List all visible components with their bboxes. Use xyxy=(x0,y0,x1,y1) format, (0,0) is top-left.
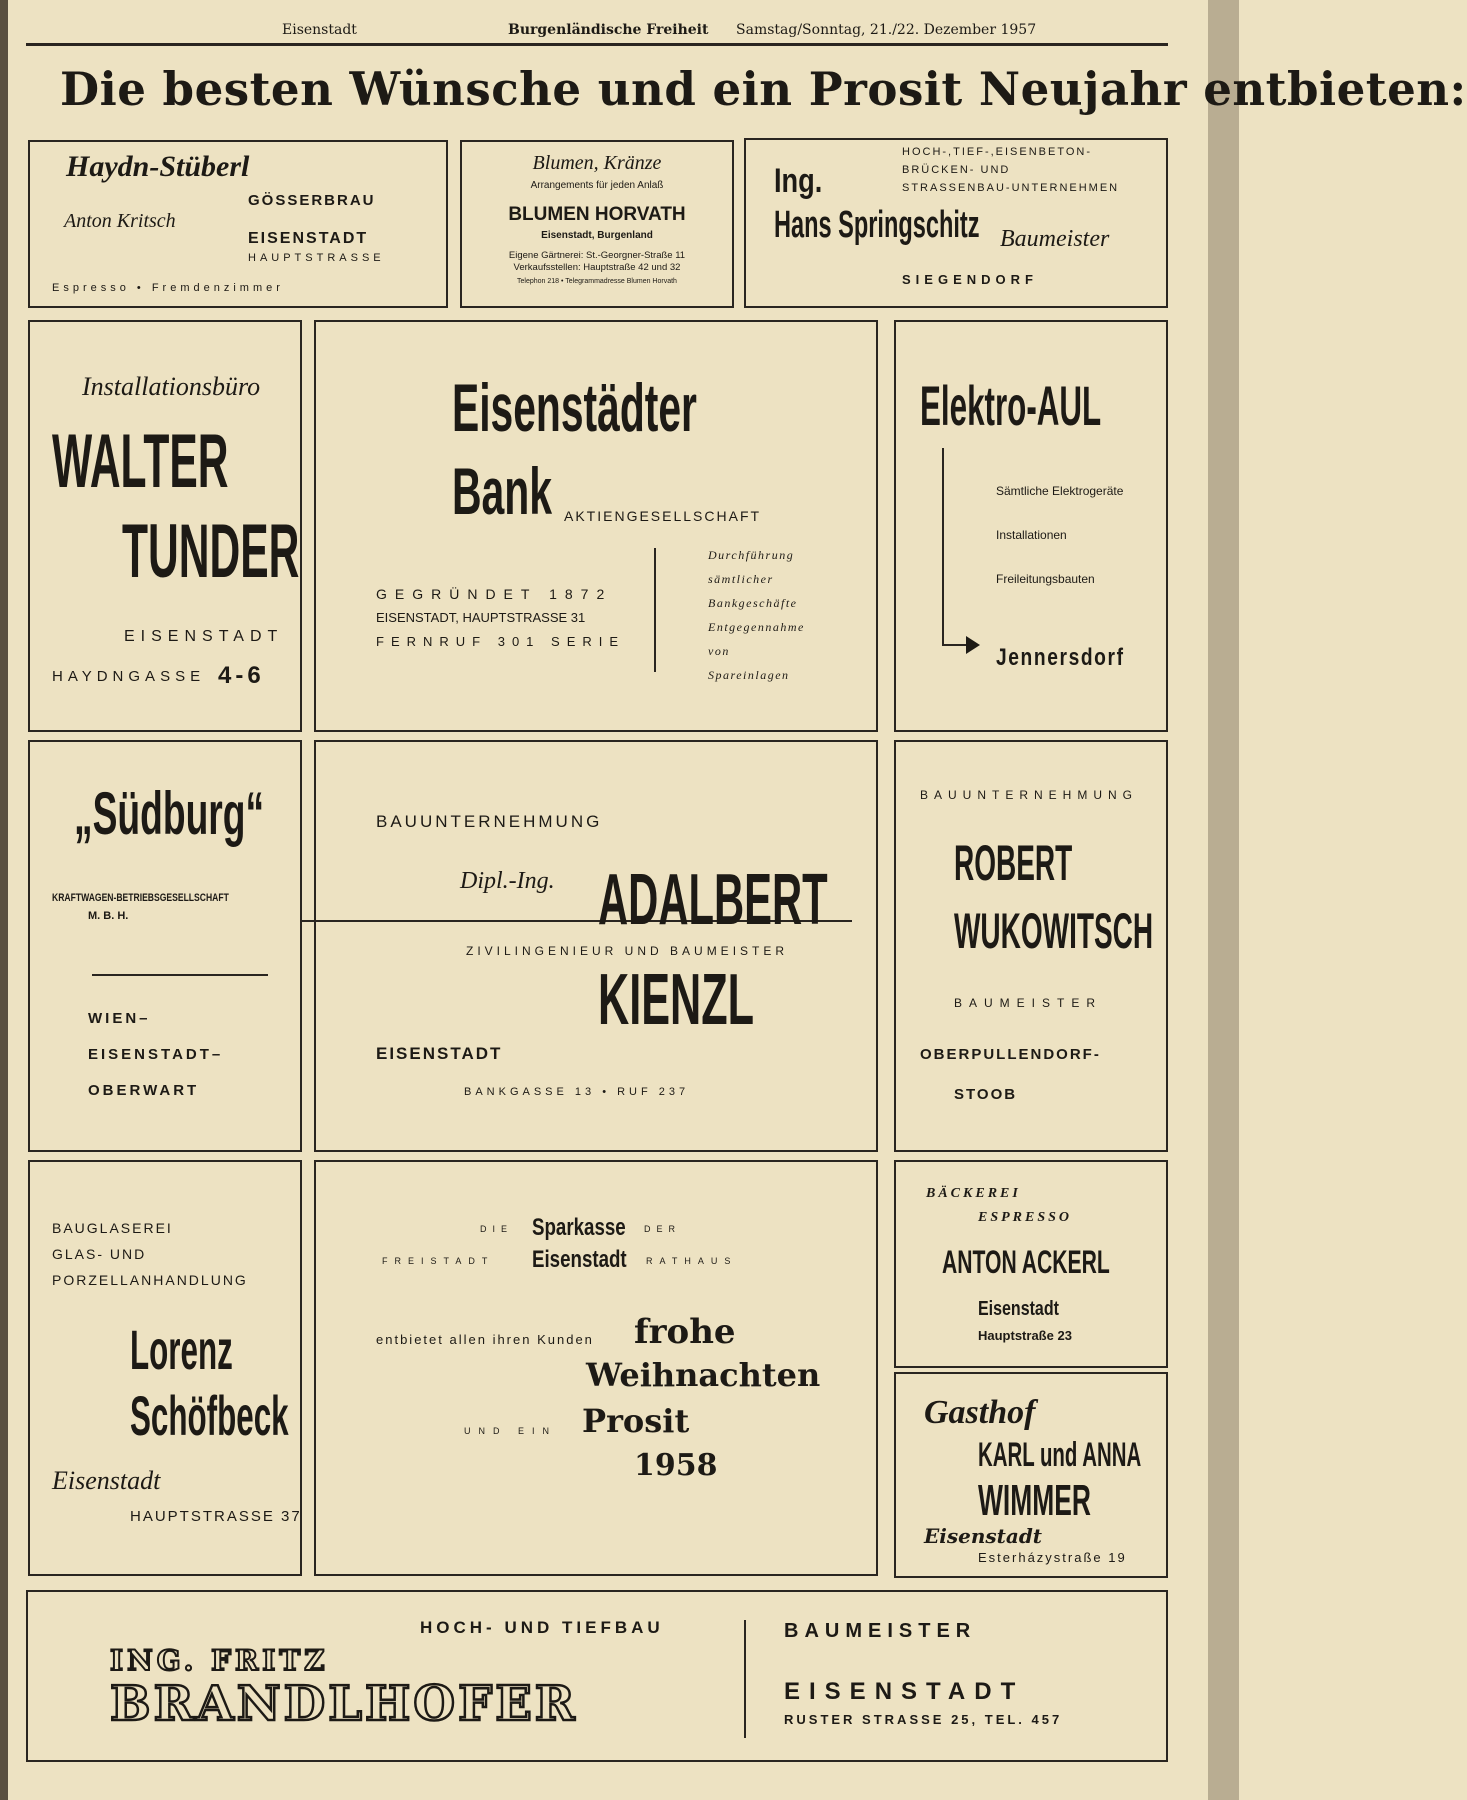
wimmer-line2: WIMMER xyxy=(978,1476,1091,1525)
elektro-item-3: Freileitungsbauten xyxy=(996,572,1095,586)
masthead-rule xyxy=(26,43,1168,46)
springschitz-line2: BRÜCKEN- UND xyxy=(902,164,1011,176)
wukowitsch-head: BAUUNTERNEHMUNG xyxy=(920,788,1139,802)
kienzl-city: EISENSTADT xyxy=(376,1044,503,1063)
tunder-last: TUNDER xyxy=(122,509,300,594)
sparkasse-freistadt: FREISTADT xyxy=(382,1256,495,1266)
bank-service-5: von xyxy=(708,644,730,658)
suedburg-name: „Südburg“ xyxy=(74,780,265,847)
brandlhofer-trade: HOCH- UND TIEFBAU xyxy=(420,1618,664,1637)
bank-type: AKTIENGESELLSCHAFT xyxy=(564,508,762,524)
springschitz-line3: STRASSENBAU-UNTERNEHMEN xyxy=(902,182,1120,194)
elektro-place: Jennersdorf xyxy=(996,644,1125,671)
ad-springschitz xyxy=(744,138,1168,308)
bank-phone: FERNRUF 301 SERIE xyxy=(376,634,626,649)
schoefbeck-line1: BAUGLASEREI xyxy=(52,1220,173,1236)
bank-service-2: sämtlicher xyxy=(708,572,774,586)
horvath-name: BLUMEN HORVATH xyxy=(508,204,686,225)
suedburg-line2: M. B. H. xyxy=(88,910,129,922)
ad-elektro-aul xyxy=(894,320,1168,732)
kienzl-address: BANKGASSE 13 • RUF 237 xyxy=(464,1086,690,1098)
masthead-date: Samstag/Sonntag, 21./22. Dezember 1957 xyxy=(736,22,1037,38)
schoefbeck-last: Schöfbeck xyxy=(130,1384,289,1447)
sparkasse-frohe: frohe xyxy=(634,1312,736,1352)
kienzl-head: BAUUNTERNEHMUNG xyxy=(376,812,603,831)
elektro-arrow-bar xyxy=(942,644,968,646)
horvath-location: Eisenstadt, Burgenland xyxy=(541,230,653,241)
sparkasse-der: DER xyxy=(644,1224,682,1234)
bank-service-3: Bankgeschäfte xyxy=(708,596,798,610)
wukowitsch-place-2: STOOB xyxy=(954,1086,1018,1103)
haydn-owner: Anton Kritsch xyxy=(64,210,176,232)
schoefbeck-city: Eisenstadt xyxy=(52,1466,161,1495)
bank-founded: GEGRÜNDET 1872 xyxy=(376,586,613,602)
sparkasse-weihnachten: Weihnachten xyxy=(586,1356,821,1394)
ad-adalbert-kienzl xyxy=(314,740,878,1152)
sparkasse-und-ein: UND EIN xyxy=(464,1426,558,1436)
wimmer-street: Esterházystraße 19 xyxy=(978,1550,1127,1565)
bank-service-1: Durchführung xyxy=(708,548,795,562)
sparkasse-die: DIE xyxy=(480,1224,514,1234)
ackerl-name: ANTON ACKERL xyxy=(942,1244,1110,1280)
suedburg-city-3: OBERWART xyxy=(88,1082,200,1099)
wukowitsch-last: WUKOWITSCH xyxy=(954,903,1154,959)
ad-fritz-brandlhofer xyxy=(26,1590,1168,1762)
horvath-line3: Verkaufsstellen: Hauptstraße 42 und 32 xyxy=(513,262,681,273)
haydn-street: HAUPTSTRASSE xyxy=(248,252,385,264)
tunder-script: Installationsbüro xyxy=(82,372,261,401)
sparkasse-greeting: entbietet allen ihren Kunden xyxy=(376,1332,594,1347)
springschitz-role: Baumeister xyxy=(1000,226,1110,252)
ad-haydn-stueberl xyxy=(28,140,448,308)
schoefbeck-line3: PORZELLANHANDLUNG xyxy=(52,1272,248,1288)
wukowitsch-first: ROBERT xyxy=(954,835,1073,891)
schoefbeck-street: HAUPTSTRASSE 37 xyxy=(130,1508,302,1525)
bank-divider xyxy=(654,548,656,672)
suedburg-city-1: WIEN– xyxy=(88,1010,151,1027)
elektro-arrow-head-icon xyxy=(966,636,980,654)
wimmer-city: Eisenstadt xyxy=(924,1524,1043,1548)
brandlhofer-name: BRANDLHOFER xyxy=(110,1676,578,1732)
elektro-arrow-stem xyxy=(942,448,944,646)
ackerl-city: Eisenstadt xyxy=(978,1298,1059,1320)
elektro-name: Elektro-AUL xyxy=(920,374,1102,437)
bank-name-line2: Bank xyxy=(452,454,553,528)
bank-service-6: Spareinlagen xyxy=(708,668,790,682)
ad-anton-ackerl xyxy=(894,1160,1168,1368)
horvath-line4: Telephon 218 • Telegrammadresse Blumen Horvath xyxy=(517,278,677,285)
kienzl-last: KIENZL xyxy=(598,960,754,1040)
ackerl-line2: ESPRESSO xyxy=(978,1210,1073,1225)
elektro-item-2: Installationen xyxy=(996,528,1067,542)
elektro-item-1: Sämtliche Elektrogeräte xyxy=(996,484,1124,498)
tunder-city: EISENSTADT xyxy=(124,628,284,645)
bank-name-line1: Eisenstädter xyxy=(452,370,697,446)
ad-gasthof-wimmer xyxy=(894,1372,1168,1578)
horvath-line2: Eigene Gärtnerei: St.-Georgner-Straße 11 xyxy=(508,250,686,261)
page-right-edge xyxy=(1208,0,1239,1800)
horvath-line1: Arrangements für jeden Anlaß xyxy=(530,180,664,191)
suedburg-city-2: EISENSTADT– xyxy=(88,1046,224,1063)
sparkasse-rathaus: RATHAUS xyxy=(646,1256,738,1266)
ad-eisenstaedter-bank xyxy=(314,320,878,732)
brandlhofer-divider xyxy=(744,1620,746,1738)
haydn-title: Haydn-Stüberl xyxy=(66,150,250,183)
wimmer-script: Gasthof xyxy=(924,1394,1036,1431)
horvath-script: Blumen, Kränze xyxy=(532,152,662,174)
suedburg-line1: KRAFTWAGEN-BETRIEBSGESELLSCHAFT xyxy=(52,892,229,904)
springschitz-name: Hans Springschitz xyxy=(774,204,980,246)
sparkasse-name: Sparkasse xyxy=(532,1214,626,1241)
ad-walter-tunder xyxy=(28,320,302,732)
haydn-footer: Espresso • Fremdenzimmer xyxy=(52,282,284,294)
wimmer-line1: KARL und ANNA xyxy=(978,1436,1142,1474)
kienzl-first: ADALBERT xyxy=(598,860,828,940)
brandlhofer-title: ING. FRITZ xyxy=(110,1644,329,1677)
wukowitsch-role: BAUMEISTER xyxy=(954,996,1103,1010)
schoefbeck-first: Lorenz xyxy=(130,1318,233,1381)
brandlhofer-address: RUSTER STRASSE 25, TEL. 457 xyxy=(784,1712,1063,1727)
wukowitsch-place-1: OBERPULLENDORF- xyxy=(920,1046,1101,1063)
suedburg-rule xyxy=(92,974,268,976)
brandlhofer-role: BAUMEISTER xyxy=(784,1620,977,1642)
ackerl-street: Hauptstraße 23 xyxy=(978,1328,1072,1343)
ad-sparkasse xyxy=(314,1160,878,1576)
ackerl-line1: BÄCKEREI xyxy=(926,1186,1021,1201)
schoefbeck-line2: GLAS- UND xyxy=(52,1246,147,1262)
page-headline: Die besten Wünsche und ein Prosit Neujahr entbieten: xyxy=(60,62,1467,116)
ad-lorenz-schoefbeck xyxy=(28,1160,302,1576)
sparkasse-year: 1958 xyxy=(634,1448,718,1483)
springschitz-title: Ing. xyxy=(774,162,823,200)
ad-robert-wukowitsch xyxy=(894,740,1168,1152)
sparkasse-prosit: Prosit xyxy=(582,1402,690,1440)
haydn-brand: GÖSSERBRAU xyxy=(248,192,376,209)
masthead-paper: Burgenländische Freiheit xyxy=(508,22,709,38)
kienzl-profession: ZIVILINGENIEUR UND BAUMEISTER xyxy=(466,944,789,958)
springschitz-line1: HOCH-,TIEF-,EISENBETON- xyxy=(902,146,1093,158)
sparkasse-city: Eisenstadt xyxy=(532,1246,627,1273)
tunder-street: HAYDNGASSE xyxy=(52,668,206,685)
bank-address: EISENSTADT, HAUPTSTRASSE 31 xyxy=(376,610,586,625)
tunder-number: 4-6 xyxy=(218,662,265,689)
page-left-edge xyxy=(0,0,8,1800)
haydn-city: EISENSTADT xyxy=(248,230,369,247)
kienzl-title: Dipl.-Ing. xyxy=(460,868,555,894)
ad-suedburg xyxy=(28,740,302,1152)
masthead-city: Eisenstadt xyxy=(282,22,357,38)
ad-blumen-horvath xyxy=(460,140,734,308)
bank-service-4: Entgegennahme xyxy=(708,620,805,634)
springschitz-place: SIEGENDORF xyxy=(902,272,1038,287)
tunder-first: WALTER xyxy=(52,419,229,504)
brandlhofer-city: EISENSTADT xyxy=(784,1678,1025,1705)
